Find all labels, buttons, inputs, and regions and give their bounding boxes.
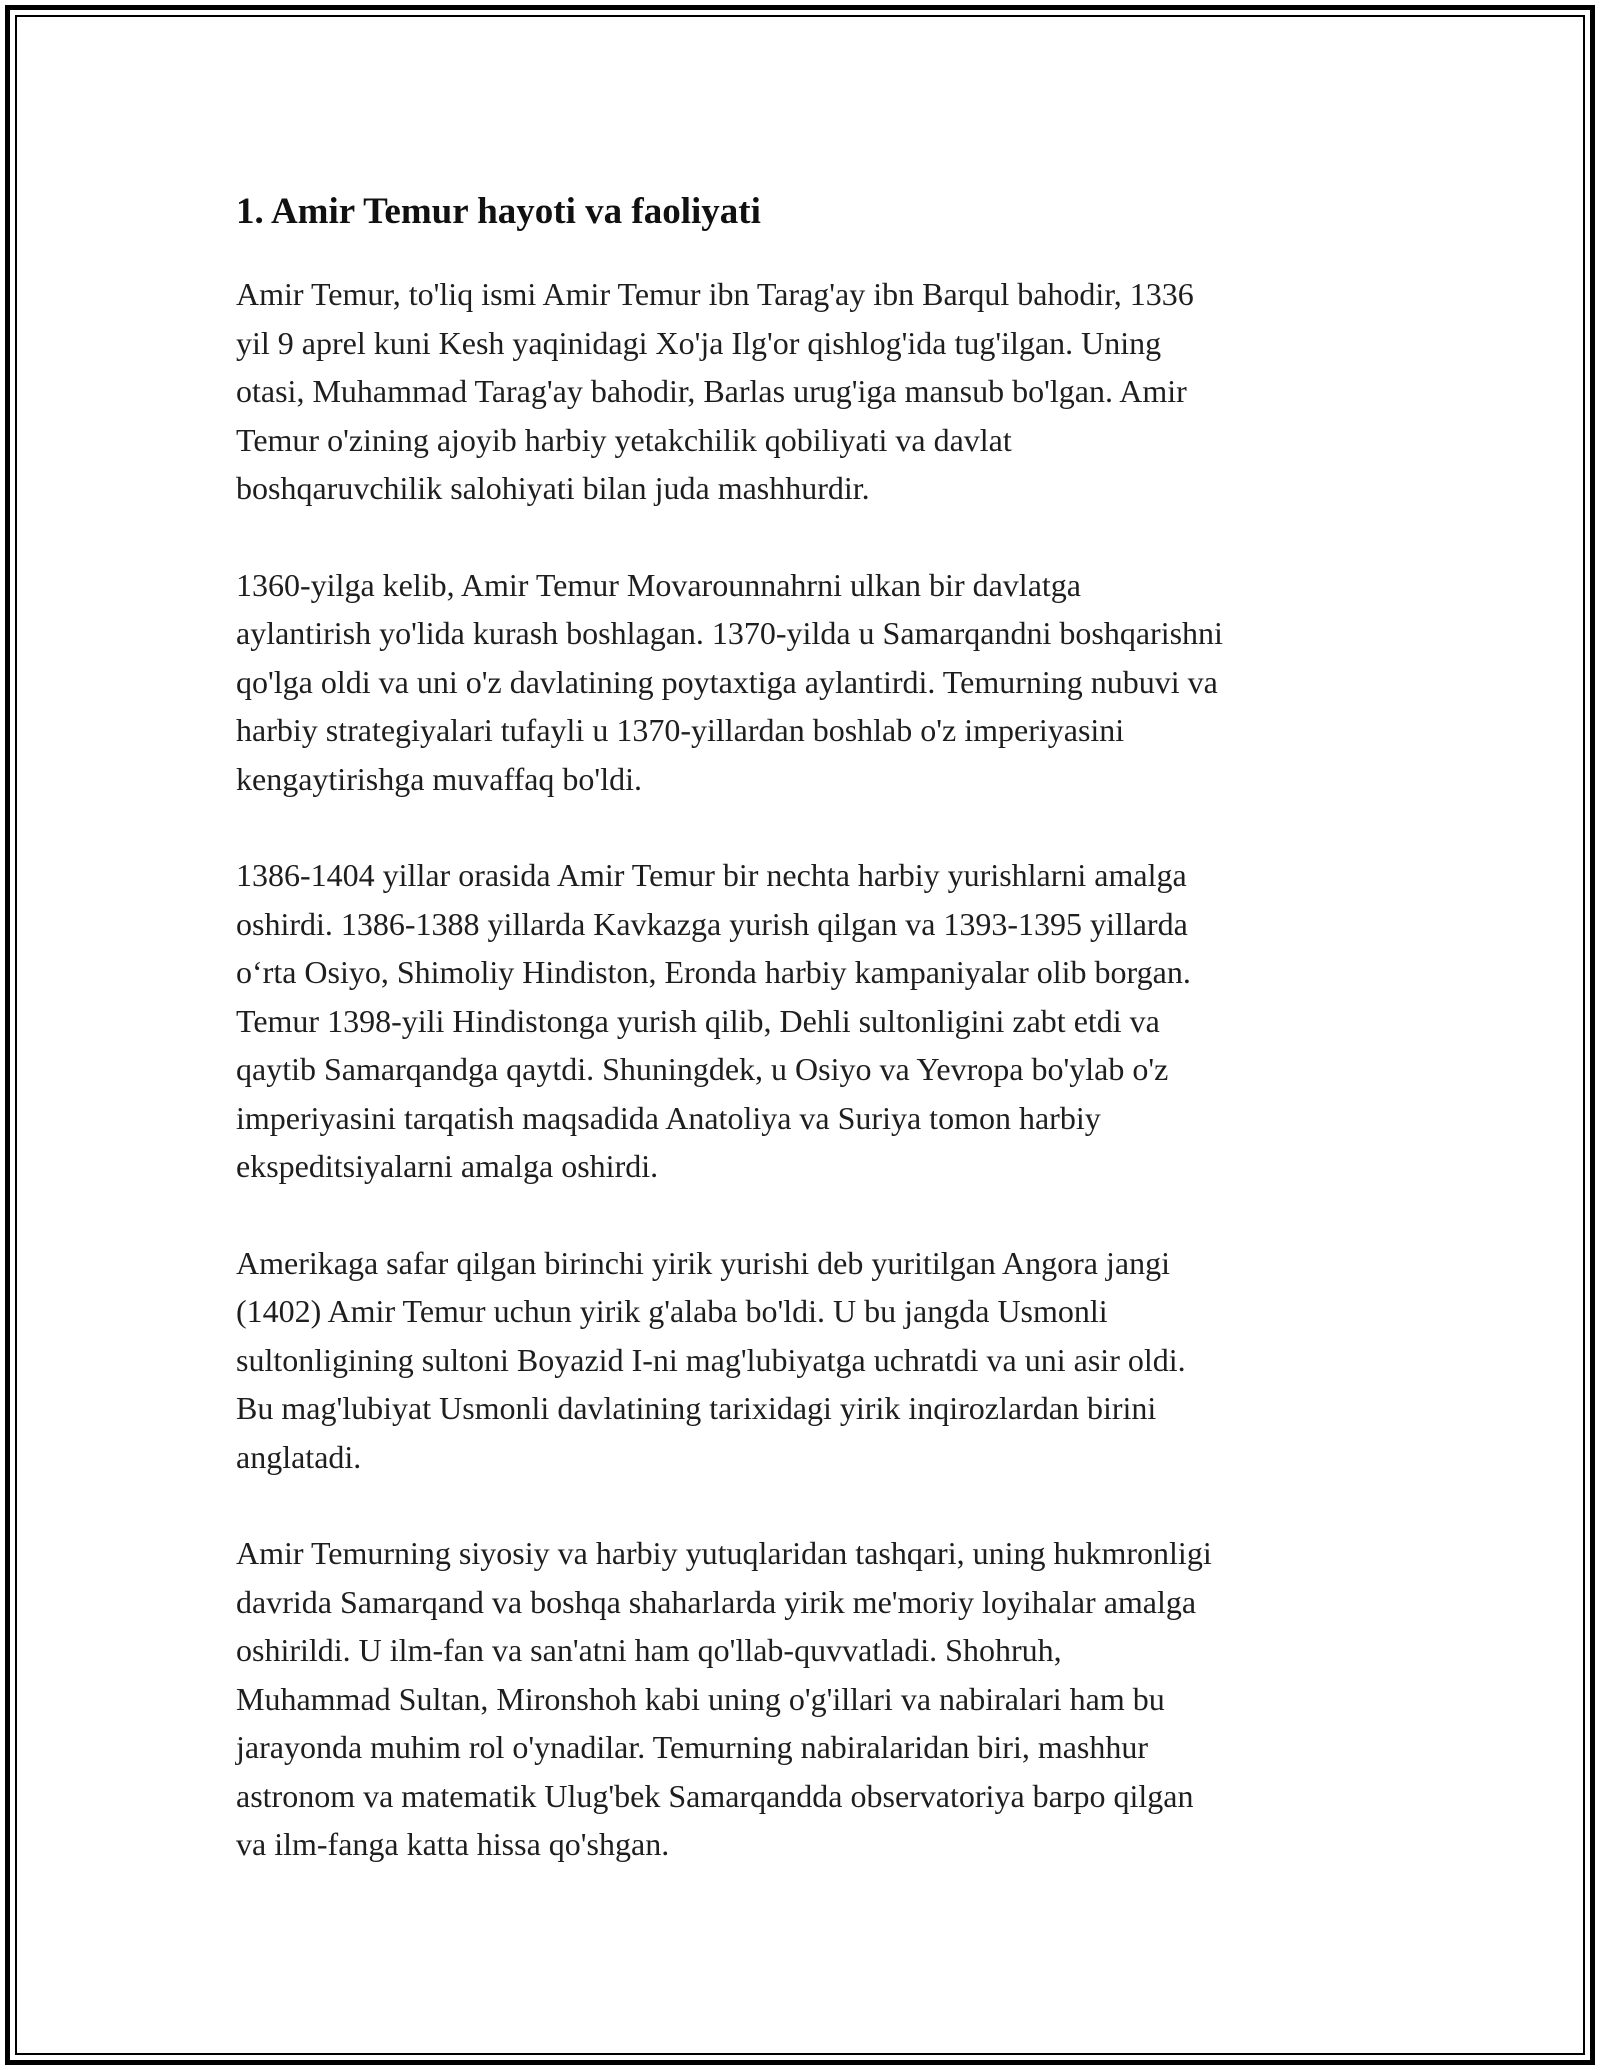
paragraph-line: qaytib Samarqandga qaytdi. Shuningdek, u Osiyo va Yevropa bo'ylab o'z	[236, 1051, 1169, 1087]
paragraph-line: astronom va matematik Ulug'bek Samarqandda observatoriya barpo qilgan	[236, 1777, 1194, 1814]
paragraph-line: ekspeditsiyalarni amalga oshirdi.	[236, 1148, 659, 1184]
paragraph-line: Temur o'zining ajoyib harbiy yetakchilik qobiliyati va davlat	[236, 421, 1012, 458]
paragraph-line: Amir Temurning siyosiy va harbiy yutuqlaridan tashqari, uning hukmronligi	[236, 1535, 1212, 1571]
paragraph	[236, 851, 1376, 1191]
paragraph-line: (1402) Amir Temur uchun yirik g'alaba bo'ldi. U bu jangda Usmonli	[236, 1293, 1108, 1329]
paragraph-line: oshirdi. 1386-1388 yillarda Kavkazga yurish qilgan va 1393-1395 yillarda	[236, 905, 1188, 942]
paragraph-list	[236, 270, 1376, 1869]
paragraph	[236, 1239, 1376, 1482]
paragraph-line: Muhammad Sultan, Mironshoh kabi uning o'g'illari va nabiralari ham bu	[236, 1680, 1165, 1717]
paragraph	[236, 561, 1376, 804]
page-title: 1. Amir Temur hayoti va faoliyati	[236, 191, 761, 232]
paragraph-line: va ilm-fanga katta hissa qo'shgan.	[236, 1826, 670, 1862]
paragraph-line: anglatadi.	[236, 1438, 362, 1475]
paragraph	[236, 270, 1376, 513]
paragraph-line: otasi, Muhammad Tarag'ay bahodir, Barlas urug'iga mansub bo'lgan. Amir	[236, 373, 1187, 409]
paragraph-line: Amir Temur, to'liq ismi Amir Temur ibn Tarag'ay ibn Barqul bahodir, 1336	[236, 276, 1194, 312]
paragraph	[236, 1529, 1376, 1869]
paragraph-line: 1360-yilga kelib, Amir Temur Movarounnahrni ulkan bir davlatga	[236, 566, 1081, 603]
paragraph-line: kengaytirishga muvaffaq bo'ldi.	[236, 760, 642, 797]
paragraph-line: Bu mag'lubiyat Usmonli davlatining tarixidagi yirik inqirozlardan birini	[236, 1390, 1157, 1426]
paragraph-line: oshirildi. U ilm-fan va san'atni ham qo'llab-quvvatladi. Shohruh,	[236, 1632, 1062, 1668]
paragraph-line: Amerikaga safar qilgan birinchi yirik yurishi deb yuritilgan Angora jangi	[236, 1244, 1170, 1281]
document-body	[236, 188, 1376, 1917]
paragraph-line: sultonligining sultoni Boyazid I-ni mag'lubiyatga uchratdi va uni asir oldi.	[236, 1341, 1186, 1378]
paragraph-line: imperiyasini tarqatish maqsadida Anatoliya va Suriya tomon harbiy	[236, 1099, 1101, 1136]
paragraph-line: davrida Samarqand va boshqa shaharlarda yirik me'moriy loyihalar amalga	[236, 1583, 1197, 1620]
paragraph-line: jarayonda muhim rol o'ynadilar. Temurning nabiralaridan biri, mashhur	[236, 1729, 1149, 1765]
paragraph-line: o‘rta Osiyo, Shimoliy Hindiston, Eronda harbiy kampaniyalar olib borgan.	[236, 954, 1191, 990]
paragraph-line: harbiy strategiyalari tufayli u 1370-yillardan boshlab o'z imperiyasini	[236, 712, 1125, 748]
paragraph-line: aylantirish yo'lida kurash boshlagan. 1370-yilda u Samarqandni boshqarishni	[236, 615, 1223, 651]
paragraph-line: Temur 1398-yili Hindistonga yurish qilib, Dehli sultonligini zabt etdi va	[236, 1002, 1160, 1039]
paragraph-line: yil 9 aprel kuni Kesh yaqinidagi Xo'ja Ilg'or qishlog'ida tug'ilgan. Uning	[236, 324, 1162, 361]
paragraph-line: qo'lga oldi va uni o'z davlatining poytaxtiga aylantirdi. Temurning nubuvi va	[236, 663, 1218, 700]
paragraph-line: boshqaruvchilik salohiyati bilan juda mashhurdir.	[236, 470, 870, 506]
paragraph-line: 1386-1404 yillar orasida Amir Temur bir nechta harbiy yurishlarni amalga	[236, 857, 1187, 893]
